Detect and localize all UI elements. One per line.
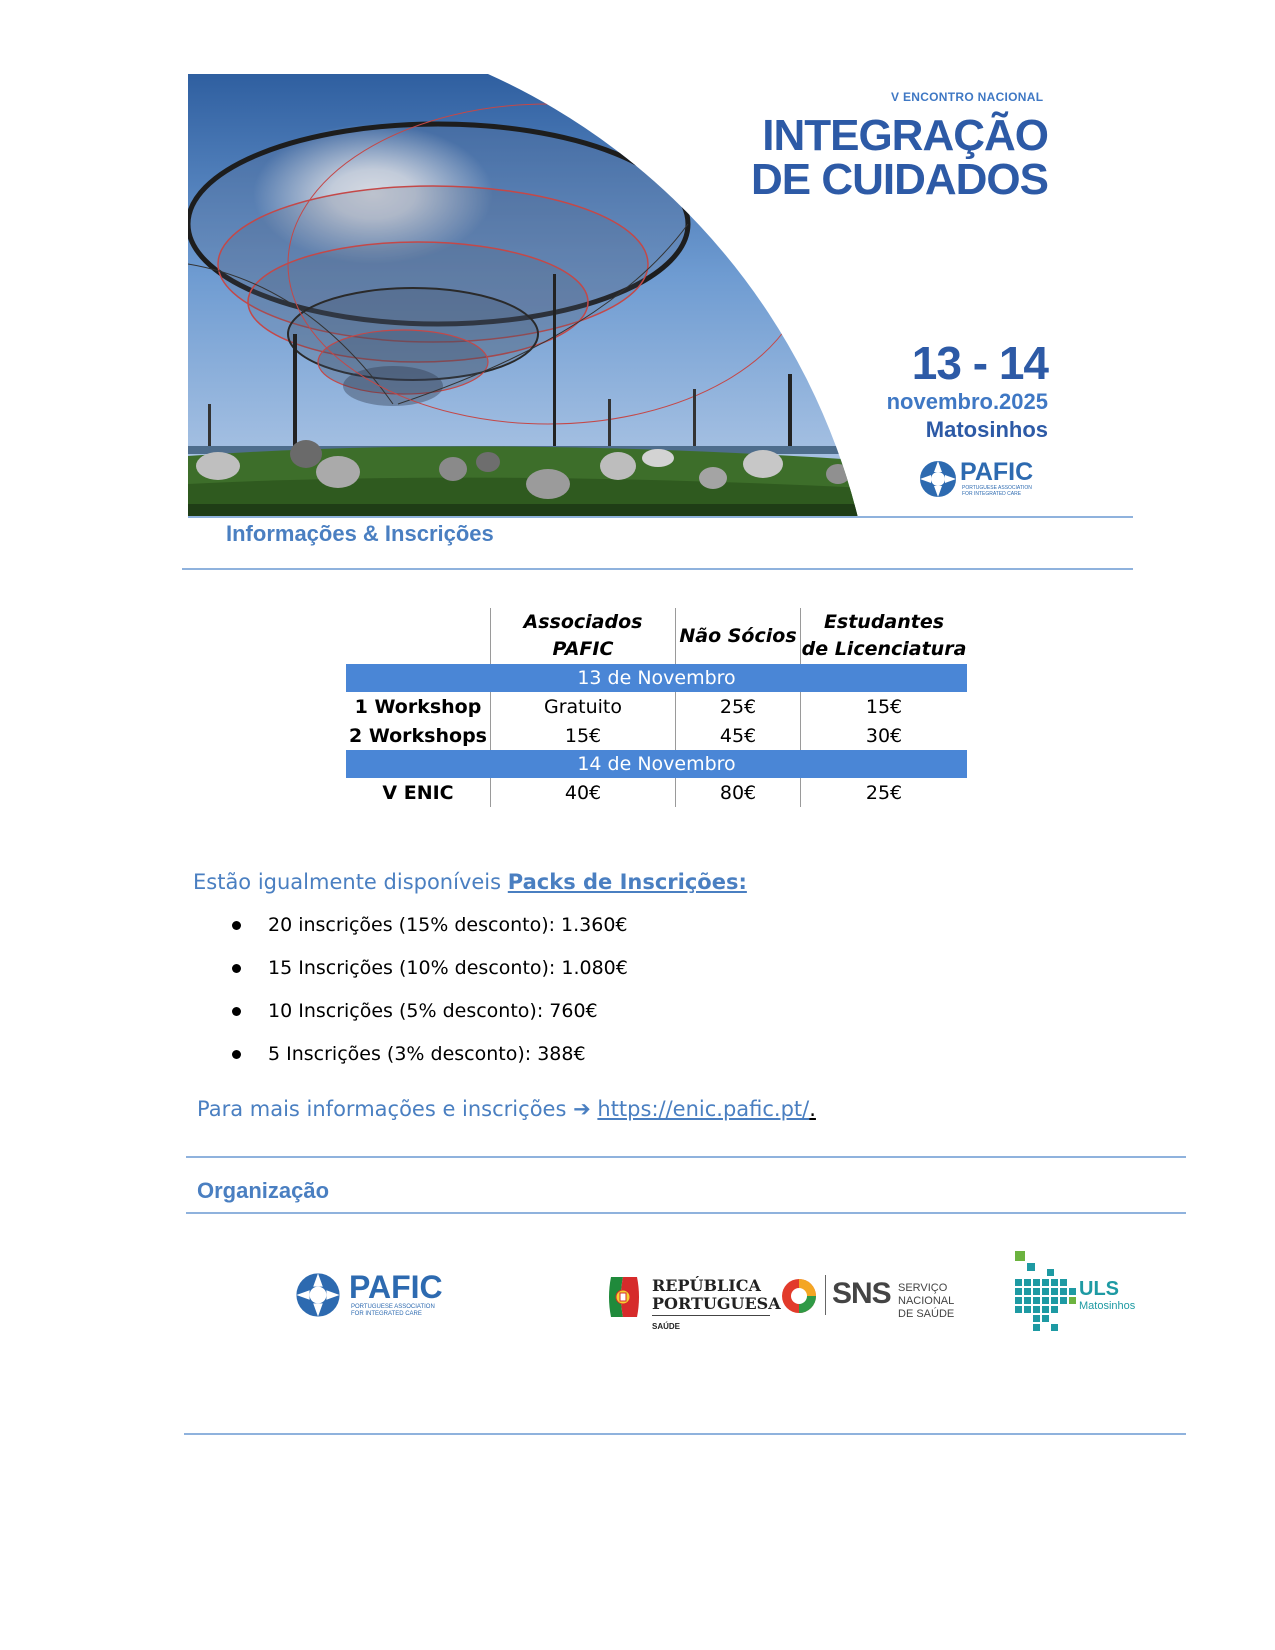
- pack-item-text: 20 inscrições (15% desconto): 1.360€: [268, 914, 628, 936]
- list-item: [232, 910, 628, 953]
- banner-city: Matosinhos: [925, 417, 1048, 442]
- table-header-row: [346, 608, 967, 664]
- list-item: [232, 953, 628, 996]
- sns-sub1: SERVIÇO NACIONAL: [898, 1282, 955, 1307]
- table-row: [346, 721, 967, 750]
- uls-logo-name: ULS: [1079, 1278, 1119, 1300]
- table-group-band: [346, 750, 967, 778]
- price-cell: 25€: [801, 778, 968, 807]
- registration-link[interactable]: https://enic.pafic.pt/: [597, 1097, 810, 1121]
- event-banner: [188, 74, 1138, 518]
- pack-item-text: 5 Inscrições (3% desconto): 388€: [268, 1043, 586, 1065]
- row-label: 2 Workshops: [349, 724, 487, 747]
- banner-org-sub2: FOR INTEGRATED CARE: [962, 491, 1022, 497]
- price-cell: 30€: [801, 721, 968, 750]
- republica-line2: PORTUGUESA: [652, 1294, 781, 1313]
- banner-title-line2: DE CUIDADOS: [750, 155, 1048, 204]
- republica-line1: REPÚBLICA: [652, 1276, 761, 1295]
- table-row: [346, 692, 967, 721]
- sns-logo-icon: [780, 1277, 818, 1315]
- bullet-icon: [232, 1007, 241, 1016]
- table-header-non-members: Não Sócios: [676, 608, 801, 664]
- students-header-line2: de Licenciatura: [801, 638, 967, 660]
- banner-org-subtitle: [962, 485, 1032, 497]
- divider: [186, 1212, 1186, 1214]
- republica-divider: [652, 1315, 770, 1316]
- uls-logo-icon: [1013, 1249, 1077, 1333]
- packs-intro: [193, 870, 747, 894]
- packs-intro-text: Estão igualmente disponíveis: [193, 870, 502, 894]
- section-title-organization: Organização: [197, 1178, 330, 1203]
- row-label: 1 Workshop: [354, 695, 482, 718]
- price-cell: 15€: [491, 721, 676, 750]
- more-info-text: Para mais informações e inscrições: [197, 1097, 567, 1121]
- pafic-logo-name: PAFIC: [349, 1269, 443, 1305]
- arrow-right-icon: ➔: [573, 1097, 591, 1121]
- pafic-logo: [294, 1271, 454, 1323]
- price-cell: 25€: [676, 692, 801, 721]
- price-cell: Gratuito: [491, 692, 676, 721]
- pafic-sub1: PORTUGUESE ASSOCIATION: [351, 1304, 435, 1310]
- divider: [188, 516, 1133, 518]
- pafic-sub2: FOR INTEGRATED CARE: [351, 1311, 422, 1317]
- students-header-line1: Estudantes: [823, 611, 945, 633]
- portugal-flag-icon: [607, 1275, 641, 1319]
- republica-sub: SAÚDE: [652, 1322, 681, 1331]
- more-info: [197, 1097, 816, 1121]
- row-label: V ENIC: [382, 781, 454, 804]
- sns-logo-name: SNS: [832, 1277, 891, 1310]
- sns-logo-subtitle: [898, 1282, 995, 1321]
- table-row: [346, 778, 967, 807]
- list-item: [232, 996, 628, 1039]
- sns-sub2: DE SAÚDE: [898, 1308, 955, 1320]
- bullet-icon: [232, 921, 241, 930]
- list-item: [232, 1039, 628, 1082]
- divider: [182, 568, 1133, 570]
- price-cell: 15€: [801, 692, 968, 721]
- price-cell: 45€: [676, 721, 801, 750]
- price-cell: 80€: [676, 778, 801, 807]
- uls-logo-sub: Matosinhos: [1079, 1300, 1136, 1312]
- pack-item-text: 10 Inscrições (5% desconto): 760€: [268, 1000, 598, 1022]
- uls-matosinhos-logo: [1013, 1249, 1153, 1333]
- republica-logo-text: [652, 1277, 781, 1313]
- divider: [184, 1433, 1186, 1435]
- price-table: [346, 608, 967, 807]
- bullet-icon: [232, 1050, 241, 1059]
- banner-dates: 13 - 14: [911, 337, 1048, 389]
- sns-divider: [825, 1275, 826, 1315]
- group-label: 14 de Novembro: [346, 750, 967, 778]
- table-group-band: [346, 664, 967, 692]
- banner-kicker: V ENCONTRO NACIONAL: [891, 90, 1044, 104]
- table-header-members: Associados PAFIC: [491, 608, 676, 664]
- banner-org-sub1: PORTUGUESE ASSOCIATION: [962, 485, 1032, 491]
- republica-portuguesa-logo: [607, 1275, 781, 1337]
- banner-month-year: novembro.2025: [886, 389, 1048, 414]
- packs-link[interactable]: Packs de Inscrições:: [507, 870, 747, 894]
- divider: [186, 1156, 1186, 1158]
- table-header-empty: [346, 608, 491, 664]
- price-cell: 40€: [491, 778, 676, 807]
- pafic-logo-icon: [918, 459, 958, 499]
- more-info-period: .: [809, 1097, 816, 1121]
- packs-list: [232, 910, 628, 1082]
- pafic-logo-subtitle: [351, 1304, 435, 1318]
- pack-item-text: 15 Inscrições (10% desconto): 1.080€: [268, 957, 628, 979]
- group-label: 13 de Novembro: [346, 664, 967, 692]
- banner-title-line1: INTEGRAÇÃO: [762, 111, 1048, 160]
- sns-logo: [780, 1275, 995, 1321]
- pafic-logo-icon: [294, 1271, 342, 1319]
- banner-org-name: PAFIC: [960, 458, 1034, 486]
- table-header-students: [801, 608, 968, 664]
- bullet-icon: [232, 964, 241, 973]
- section-title-info: Informações & Inscrições: [226, 521, 494, 546]
